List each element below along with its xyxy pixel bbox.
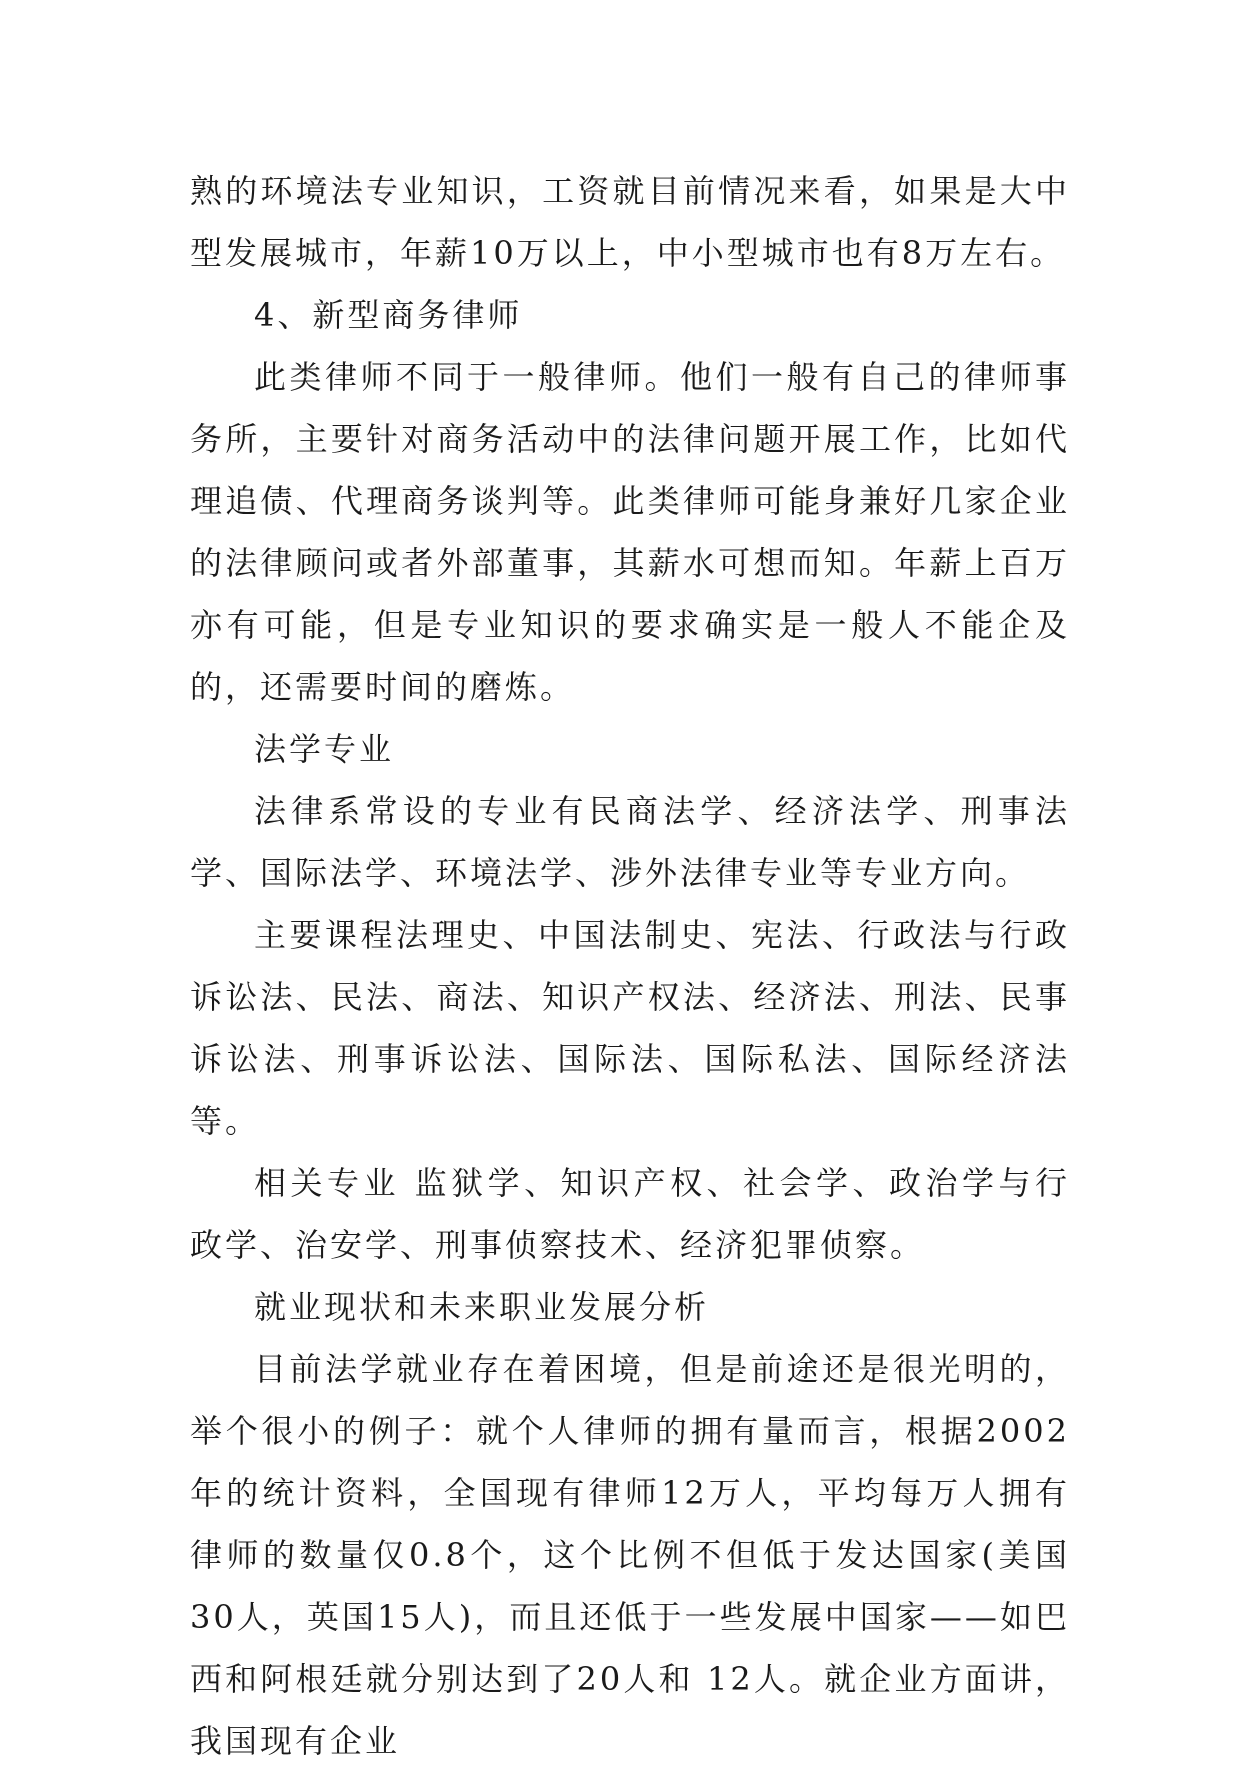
paragraph-business-lawyer: 此类律师不同于一般律师。他们一般有自己的律师事务所，主要针对商务活动中的法律问题开展工作，比如代理追债、代理商务谈判等。此类律师可能身兼好几家企业的法律顾问或者外部董事，其薪水可想而知。年薪上百万亦有可能，但是专业知识的要求确实是一般人不能企及的，还需要时间的磨炼。	[190, 358, 1070, 706]
paragraph-salary-continuation: 熟的环境法专业知识，工资就目前情况来看，如果是大中型发展城市，年薪10万以上，中小型城市也有8万左右。	[190, 172, 1070, 272]
document-body	[190, 160, 1070, 1772]
heading-law-major: 法学专业	[254, 730, 395, 768]
paragraph-employment-outlook: 目前法学就业存在着困境，但是前途还是很光明的，举个很小的例子：就个人律师的拥有量而言，根据2002年的统计资料，全国现有律师12万人，平均每万人拥有律师的数量仅0.8个，这个比例不但低于发达国家(美国30人，英国15人)，而且还低于一些发展中国家——如巴西和阿根廷就分别达到了20人和 12人。就企业方面讲，我国现有企业	[190, 1350, 1070, 1760]
paragraph-main-courses: 主要课程法理史、中国法制史、宪法、行政法与行政诉讼法、民法、商法、知识产权法、经济法、刑法、民事诉讼法、刑事诉讼法、国际法、国际私法、国际经济法等。	[190, 916, 1070, 1140]
heading-employment-outlook: 就业现状和未来职业发展分析	[254, 1288, 710, 1326]
paragraph-law-specialties: 法律系常设的专业有民商法学、经济法学、刑事法学、国际法学、环境法学、涉外法律专业等专业方向。	[190, 792, 1070, 892]
paragraph-related-majors: 相关专业 监狱学、知识产权、社会学、政治学与行政学、治安学、刑事侦察技术、经济犯罪侦察。	[190, 1164, 1070, 1264]
heading-business-lawyer: 4、新型商务律师	[254, 296, 523, 334]
